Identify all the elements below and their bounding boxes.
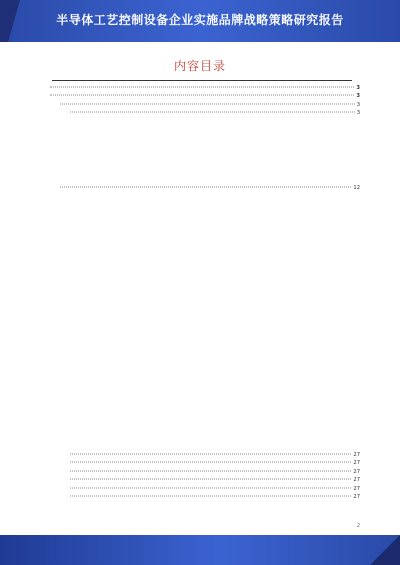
toc-entry[interactable] [48,418,360,426]
toc-entry[interactable] [48,293,360,301]
toc-entry[interactable] [48,485,360,493]
toc-entry[interactable] [48,443,360,451]
toc-dot-leader [60,103,355,104]
footer-bar [0,535,400,565]
toc-entry[interactable] [48,251,360,259]
toc-entry[interactable] [48,192,360,200]
toc-dot-leader [70,479,351,480]
toc-heading: 内容目录 [173,59,226,73]
toc-entry[interactable] [48,301,360,309]
toc-entry[interactable] [48,276,360,284]
toc-entry[interactable] [48,218,360,226]
toc-entry[interactable] [48,167,360,175]
toc-dot-leader [50,95,354,96]
toc-entry[interactable] [48,117,360,125]
toc-entry-page: 27 [353,485,360,492]
toc-entry[interactable] [48,268,360,276]
toc-dot-leader [70,462,351,463]
footer-page-number: 2 [356,523,360,529]
toc-entry-page: 27 [353,468,360,475]
toc-entry[interactable] [48,451,360,459]
toc-entry-page: 12 [353,185,360,192]
table-of-contents [48,84,360,501]
toc-entry[interactable] [48,142,360,150]
toc-entry-page: 27 [353,477,360,484]
toc-entry-page: 3 [356,110,360,117]
toc-entry[interactable] [48,234,360,242]
toc-entry[interactable] [48,376,360,384]
toc-entry[interactable] [48,343,360,351]
toc-entry[interactable] [48,426,360,434]
toc-dot-leader [70,470,351,471]
toc-entry-page: 27 [353,493,360,500]
toc-divider [52,80,352,81]
toc-entry-page: 3 [356,85,360,91]
toc-entry[interactable] [48,476,360,484]
toc-entry[interactable] [48,226,360,234]
toc-entry[interactable] [48,126,360,134]
toc-entry[interactable] [48,209,360,217]
toc-entry[interactable] [48,368,360,376]
toc-entry[interactable] [48,243,360,251]
toc-entry-page: 27 [353,460,360,467]
toc-entry[interactable] [48,459,360,467]
toc-entry[interactable] [48,151,360,159]
toc-entry[interactable] [48,401,360,409]
toc-entry[interactable] [48,109,360,117]
toc-dot-leader [70,112,355,113]
toc-dot-leader [60,187,351,188]
toc-entry[interactable] [48,84,360,92]
toc-dot-leader [70,454,351,455]
toc-entry[interactable] [48,351,360,359]
toc-entry[interactable] [48,176,360,184]
toc-entry[interactable] [48,434,360,442]
toc-dot-leader [70,495,351,496]
toc-entry[interactable] [48,393,360,401]
toc-dot-leader [70,487,351,488]
toc-entry-page: 3 [356,101,360,108]
toc-entry[interactable] [48,409,360,417]
toc-entry[interactable] [48,259,360,267]
toc-entry[interactable] [48,468,360,476]
toc-entry[interactable] [48,159,360,167]
toc-entry-page: 3 [356,93,360,100]
toc-entry[interactable] [48,334,360,342]
toc-entry[interactable] [48,384,360,392]
toc-dot-leader [50,87,354,88]
toc-entry[interactable] [48,201,360,209]
toc-entry[interactable] [48,326,360,334]
toc-entry-page: 27 [353,452,360,459]
toc-entry[interactable] [48,318,360,326]
toc-entry[interactable] [48,309,360,317]
toc-entry[interactable] [48,134,360,142]
toc-entry[interactable] [48,92,360,100]
toc-entry[interactable] [48,493,360,501]
toc-entry[interactable] [48,184,360,192]
toc-entry[interactable] [48,101,360,109]
toc-entry[interactable] [48,284,360,292]
report-title: 半导体工艺控制设备企业实施品牌战略策略研究报告 [56,13,344,27]
toc-entry[interactable] [48,359,360,367]
